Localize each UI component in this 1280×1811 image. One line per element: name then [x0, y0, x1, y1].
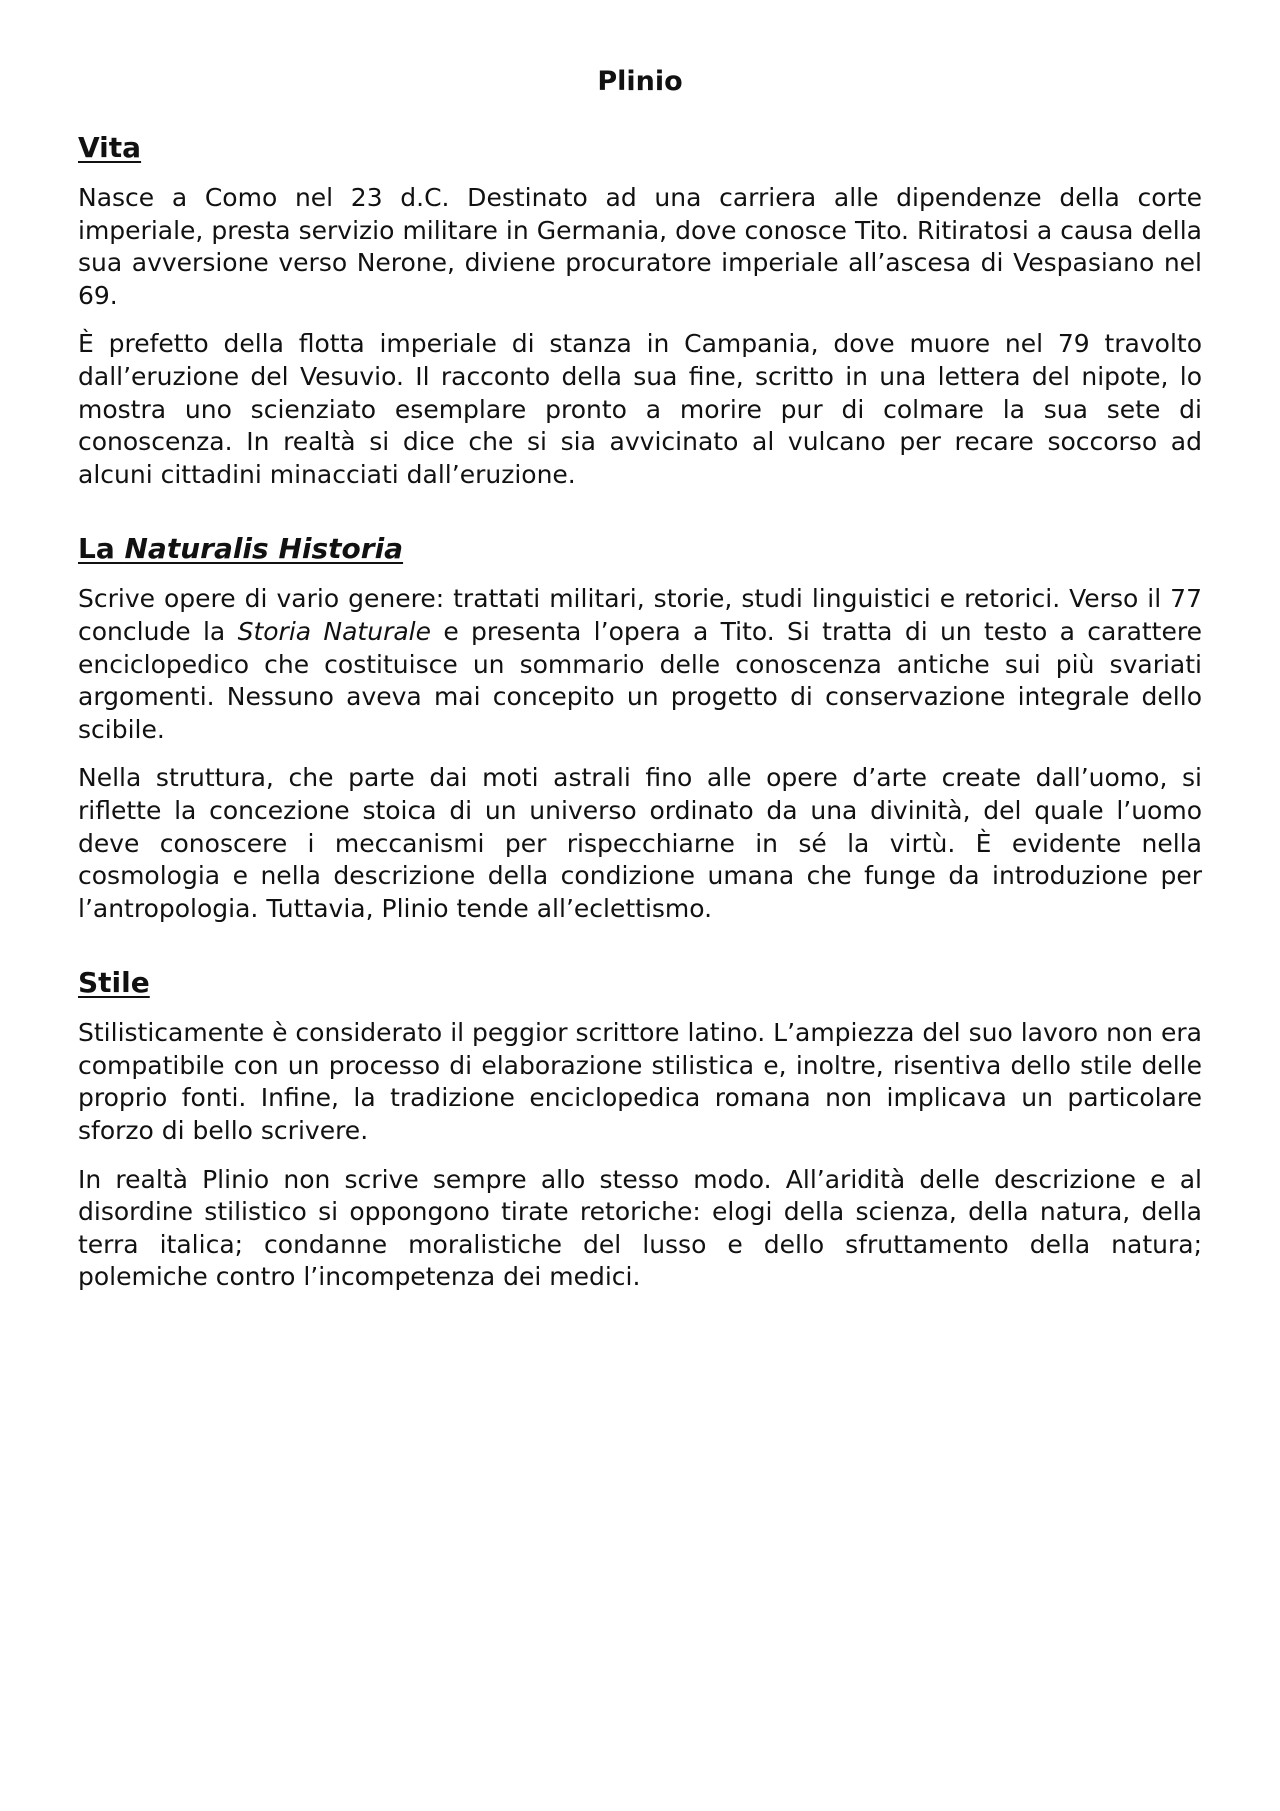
section-heading-vita: Vita — [78, 131, 142, 164]
section-heading-naturalis-historia — [78, 531, 1202, 567]
section-naturalis-historia — [78, 531, 1202, 925]
vita-paragraph-2: È prefetto della flotta imperiale di stanza in Campania, dove muore nel 79 travolto dall’eruzione del Vesuvio. Il racconto della sua fine, scritto in una lettera del nipote, lo mostra uno scienziato esemplare pronto a morire pur di colmare la sua sete di conoscenza. In realtà si dice che si sia avvicinato al vulcano per recare soccorso ad alcuni cittadini minacciati dall’eruzione. — [78, 329, 1202, 489]
naturalis-paragraph-2: Nella struttura, che parte dai moti astrali fino alle opere d’arte create dall’uomo, si riflette la concezione stoica di un universo ordinato da una divinità, del quale l’uomo deve conoscere i meccanismi per rispecchiarne in sé la virtù. È evidente nella cosmologia e nella descrizione della condizione umana che funge da introduzione per l’antropologia. Tuttavia, Plinio tende all’eclettismo. — [78, 763, 1202, 923]
section-stile — [78, 965, 1202, 1294]
naturalis-paragraph-1-part-b: e presenta l’opera a Tito. Si tratta di un testo a carattere enciclopedico che costituisce un sommario delle conoscenza antiche sui più svariati argomenti. Nessuno aveva mai concepito un progetto di conservazione integrale dello scibile. — [78, 616, 1202, 744]
document-page — [78, 62, 1202, 1294]
naturalis-paragraph-1 — [78, 583, 1202, 746]
stile-paragraph-2: In realtà Plinio non scrive sempre allo stesso modo. All’aridità delle descrizione e al disordine stilistico si oppongono tirate retoriche: elogi della scienza, della natura, della terra italica; condanne moralistiche del lusso e dello sfruttamento della natura; polemiche contro l’incompetenza dei medici. — [78, 1164, 1202, 1292]
heading-work-title: Naturalis Historia — [124, 532, 404, 566]
section-vita — [78, 130, 1202, 491]
page-title: Plinio — [597, 66, 683, 97]
vita-paragraph-1: Nasce a Como nel 23 d.C. Destinato ad una carriera alle dipendenze della corte imperiale, presta servizio militare in Germania, dove conosce Tito. Ritiratosi a causa della sua avversione verso Nerone, diviene procuratore imperiale all’ascesa di Vespasiano nel 69. — [78, 183, 1202, 310]
section-heading-stile: Stile — [78, 966, 150, 1000]
naturalis-paragraph-1-work-title: Storia Naturale — [237, 616, 431, 646]
stile-paragraph-1: Stilisticamente è considerato il peggior scrittore latino. L’ampiezza del suo lavoro non era compatibile con un processo di elaborazione stilistica e, inoltre, risentiva dello stile delle proprio fonti. Infine, la tradizione enciclopedica romana non implicava un particolare sforzo di bello scrivere. — [78, 1018, 1202, 1146]
naturalis-paragraph-1-part-a: Scrive opere di vario genere: trattati militari, storie, studi linguistici e retorici. Verso il 77 conclude la — [78, 584, 1202, 646]
heading-prefix: La — [78, 532, 125, 566]
